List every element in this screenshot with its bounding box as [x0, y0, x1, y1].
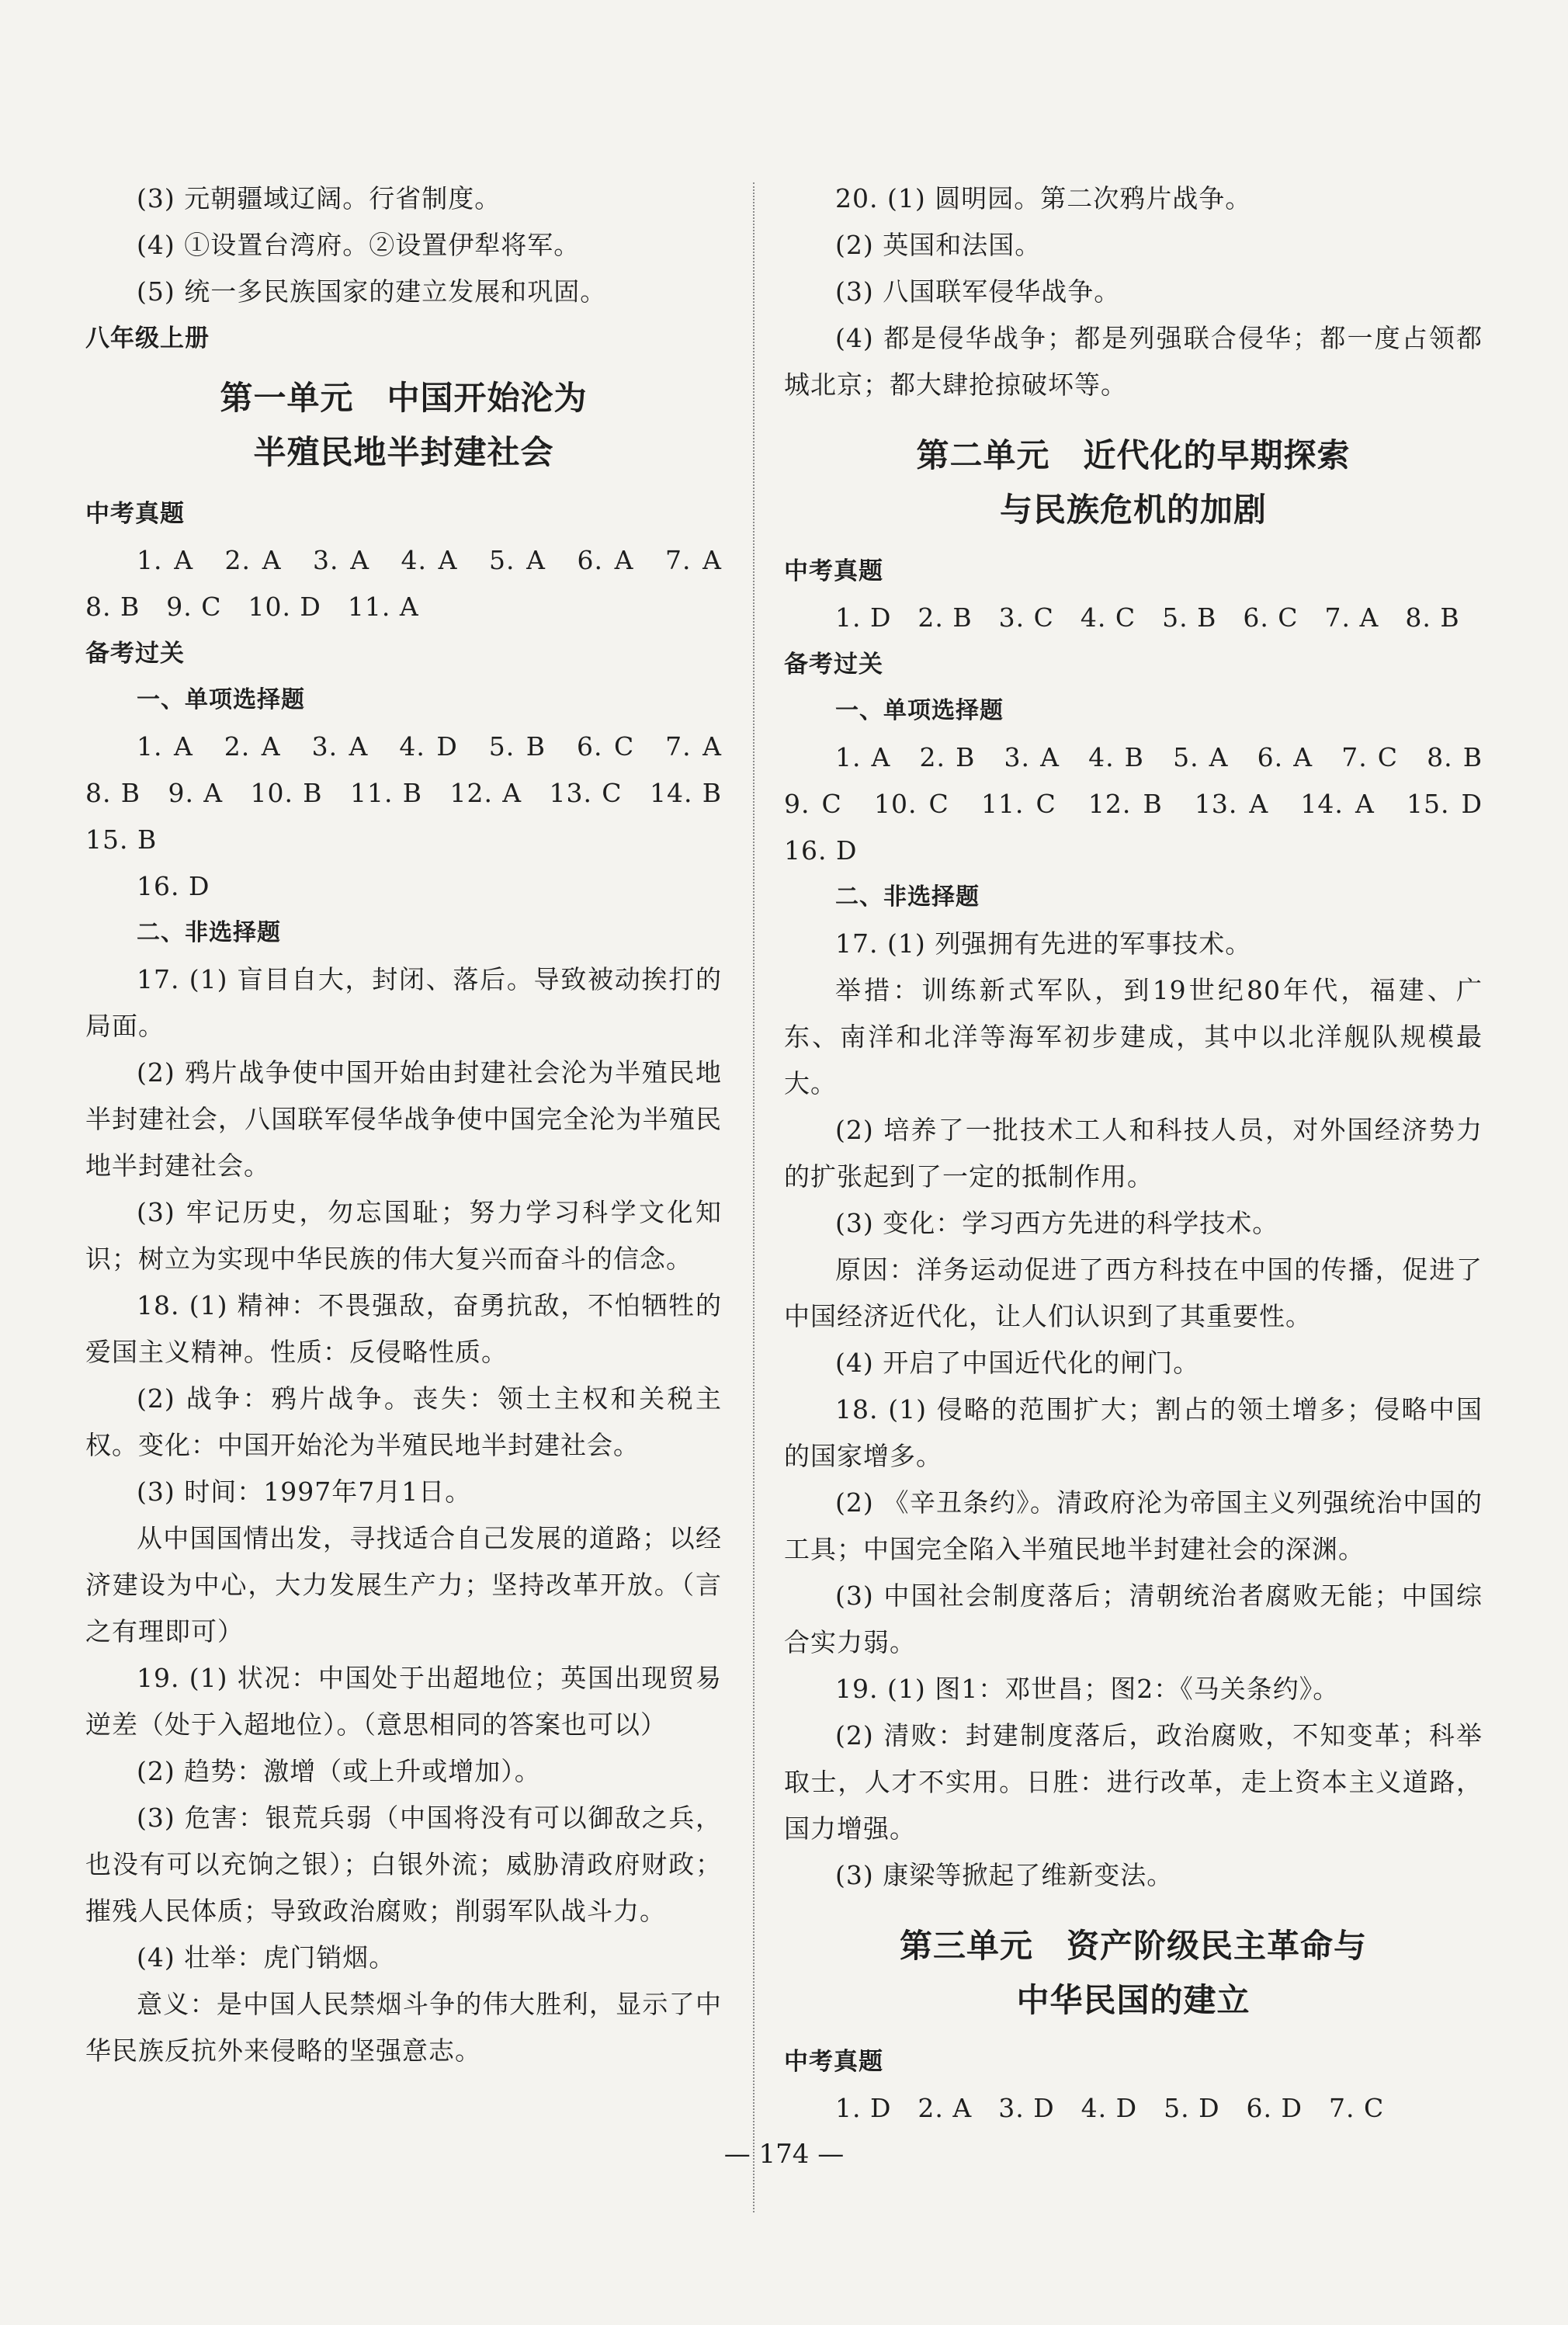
unit-1-title-line-2: 半殖民地半封建社会 — [253, 433, 554, 471]
answer-line: (4) 开启了中国近代化的闸门。 — [835, 1348, 1200, 1378]
answer-line: (4) 壮举：虎门销烟。 — [137, 1942, 396, 1973]
unit-1-title — [85, 371, 722, 480]
answer-line: (4) 都是侵华战争；都是列强联合侵华；都一度占领都城北京；都大肆抢掠破坏等。 — [784, 323, 1483, 400]
section-label-beikao: 备考过关 — [85, 640, 185, 668]
grade-heading: 八年级上册 — [85, 324, 210, 352]
answer-line: 19. (1) 图1：邓世昌；图2：《马关条约》。 — [835, 1674, 1340, 1704]
answer-line: 意义：是中国人民禁烟斗争的伟大胜利，显示了中华民族反抗外来侵略的坚强意志。 — [85, 1989, 722, 2066]
answer-line: (3) 时间：1997年7月1日。 — [137, 1477, 472, 1507]
unit-3-title-line-2: 中华民国的建立 — [1016, 1981, 1251, 2019]
column-divider — [753, 182, 755, 2212]
answer-line: 16. D — [137, 871, 210, 901]
answer-line: 原因：洋务运动促进了西方科技在中国的传播，促进了中国经济近代化，让人们认识到了其重要性。 — [784, 1254, 1483, 1331]
section-label-zhongkao: 中考真题 — [85, 500, 185, 528]
left-column — [85, 175, 748, 2074]
answer-line: (2) 鸦片战争使中国开始由封建社会沦为半殖民地半封建社会，八国联军侵华战争使中国完全沦为半殖民地半封建社会。 — [85, 1057, 722, 1181]
answer-line: 18. (1) 侵略的范围扩大；割占的领土增多；侵略中国的国家增多。 — [784, 1394, 1483, 1471]
answer-line: (2) 《辛丑条约》。清政府沦为帝国主义列强统治中国的工具；中国完全陷入半殖民地半封建社会的深渊。 — [784, 1487, 1483, 1564]
subsection-label-non-choice: 二、非选择题 — [137, 919, 281, 946]
answer-line: 举措：训练新式军队，到19世纪80年代，福建、广东、南洋和北洋等海军初步建成，其中以北洋舰队规模最大。 — [784, 975, 1483, 1098]
answer-line: 1. A 2. B 3. A 4. B 5. A 6. A 7. C 8. B 9. C 10. C 11. C 12. B 13. A 14. A 15. D 16. D — [784, 742, 1509, 866]
section-label-zhongkao: 中考真题 — [784, 2048, 883, 2076]
answer-line: (5) 统一多民族国家的建立发展和巩固。 — [137, 276, 607, 307]
subsection-label-non-choice: 二、非选择题 — [835, 883, 980, 911]
answer-line: (2) 趋势：激增（或上升或增加）。 — [137, 1756, 541, 1786]
section-label-zhongkao: 中考真题 — [784, 557, 883, 585]
answer-line: 1. A 2. A 3. A 4. D 5. B 6. C 7. A 8. B 9. A 10. B 11. B 12. A 13. C 14. B 15. B — [85, 731, 748, 855]
answer-line: 从中国国情出发，寻找适合自己发展的道路；以经济建设为中心，大力发展生产力；坚持改革开放。（言之有理即可） — [85, 1523, 722, 1647]
answer-line: 20. (1) 圆明园。第二次鸦片战争。 — [835, 183, 1252, 213]
unit-2-title-line-1: 第二单元 近代化的早期探索 — [916, 436, 1351, 474]
answer-line: 1. D 2. A 3. D 4. D 5. D 6. D 7. C — [835, 2093, 1385, 2123]
answer-line: (3) 中国社会制度落后；清朝统治者腐败无能；中国综合实力弱。 — [784, 1581, 1483, 1657]
subsection-label-single-choice: 一、单项选择题 — [137, 686, 305, 713]
page-number: — 174 — — [723, 2139, 845, 2170]
answer-line: (2) 清败：封建制度落后，政治腐败，不知变革；科举取士，人才不实用。日胜：进行改革，走上资本主义道路，国力增强。 — [784, 1720, 1483, 1844]
unit-1-title-line-1: 第一单元 中国开始沦为 — [220, 379, 588, 417]
answer-line: (3) 元朝疆域辽阔。行省制度。 — [137, 183, 501, 213]
subsection-label-single-choice: 一、单项选择题 — [835, 697, 1004, 724]
answer-line: (2) 战争：鸦片战争。丧失：领土主权和关税主权。变化：中国开始沦为半殖民地半封建社会。 — [85, 1383, 722, 1460]
answer-line: (3) 变化：学习西方先进的科学技术。 — [835, 1208, 1279, 1238]
unit-2-title — [784, 429, 1483, 537]
answer-line: 1. D 2. B 3. C 4. C 5. B 6. C 7. A 8. B — [835, 602, 1460, 633]
answer-line: 17. (1) 盲目自大，封闭、落后。导致被动挨打的局面。 — [85, 964, 722, 1041]
answer-line: (3) 康梁等掀起了维新变法。 — [835, 1860, 1174, 1890]
answer-line: 1. A 2. A 3. A 4. A 5. A 6. A 7. A 8. B 9. C 10. D 11. A — [85, 545, 748, 622]
unit-3-title — [784, 1919, 1483, 2028]
unit-3-title-line-1: 第三单元 资产阶级民主革命与 — [899, 1927, 1367, 1965]
answer-line: (4) ①设置台湾府。②设置伊犁将军。 — [137, 230, 581, 260]
answer-line: (3) 牢记历史，勿忘国耻；努力学习科学文化知识；树立为实现中华民族的伟大复兴而奋斗的信念。 — [85, 1197, 722, 1274]
answer-line: (3) 危害：银荒兵弱（中国将没有可以御敌之兵，也没有可以充饷之银）；白银外流；威胁清政府财政；摧残人民体质；导致政治腐败；削弱军队战斗力。 — [85, 1803, 722, 1926]
answer-line: (2) 培养了一批技术工人和科技人员，对外国经济势力的扩张起到了一定的抵制作用。 — [784, 1115, 1483, 1192]
answer-line: 18. (1) 精神：不畏强敌，奋勇抗敌，不怕牺牲的爱国主义精神。性质：反侵略性质。 — [85, 1290, 722, 1367]
section-label-beikao: 备考过关 — [784, 651, 883, 678]
answer-line: (2) 英国和法国。 — [835, 230, 1042, 260]
unit-2-title-line-2: 与民族危机的加剧 — [999, 491, 1267, 529]
right-column — [784, 175, 1509, 2132]
answer-line: (3) 八国联军侵华战争。 — [835, 276, 1121, 307]
answer-line: 17. (1) 列强拥有先进的军事技术。 — [835, 928, 1252, 959]
answer-line: 19. (1) 状况：中国处于出超地位；英国出现贸易逆差（处于入超地位）。（意思相同的答案也可以） — [85, 1663, 722, 1740]
